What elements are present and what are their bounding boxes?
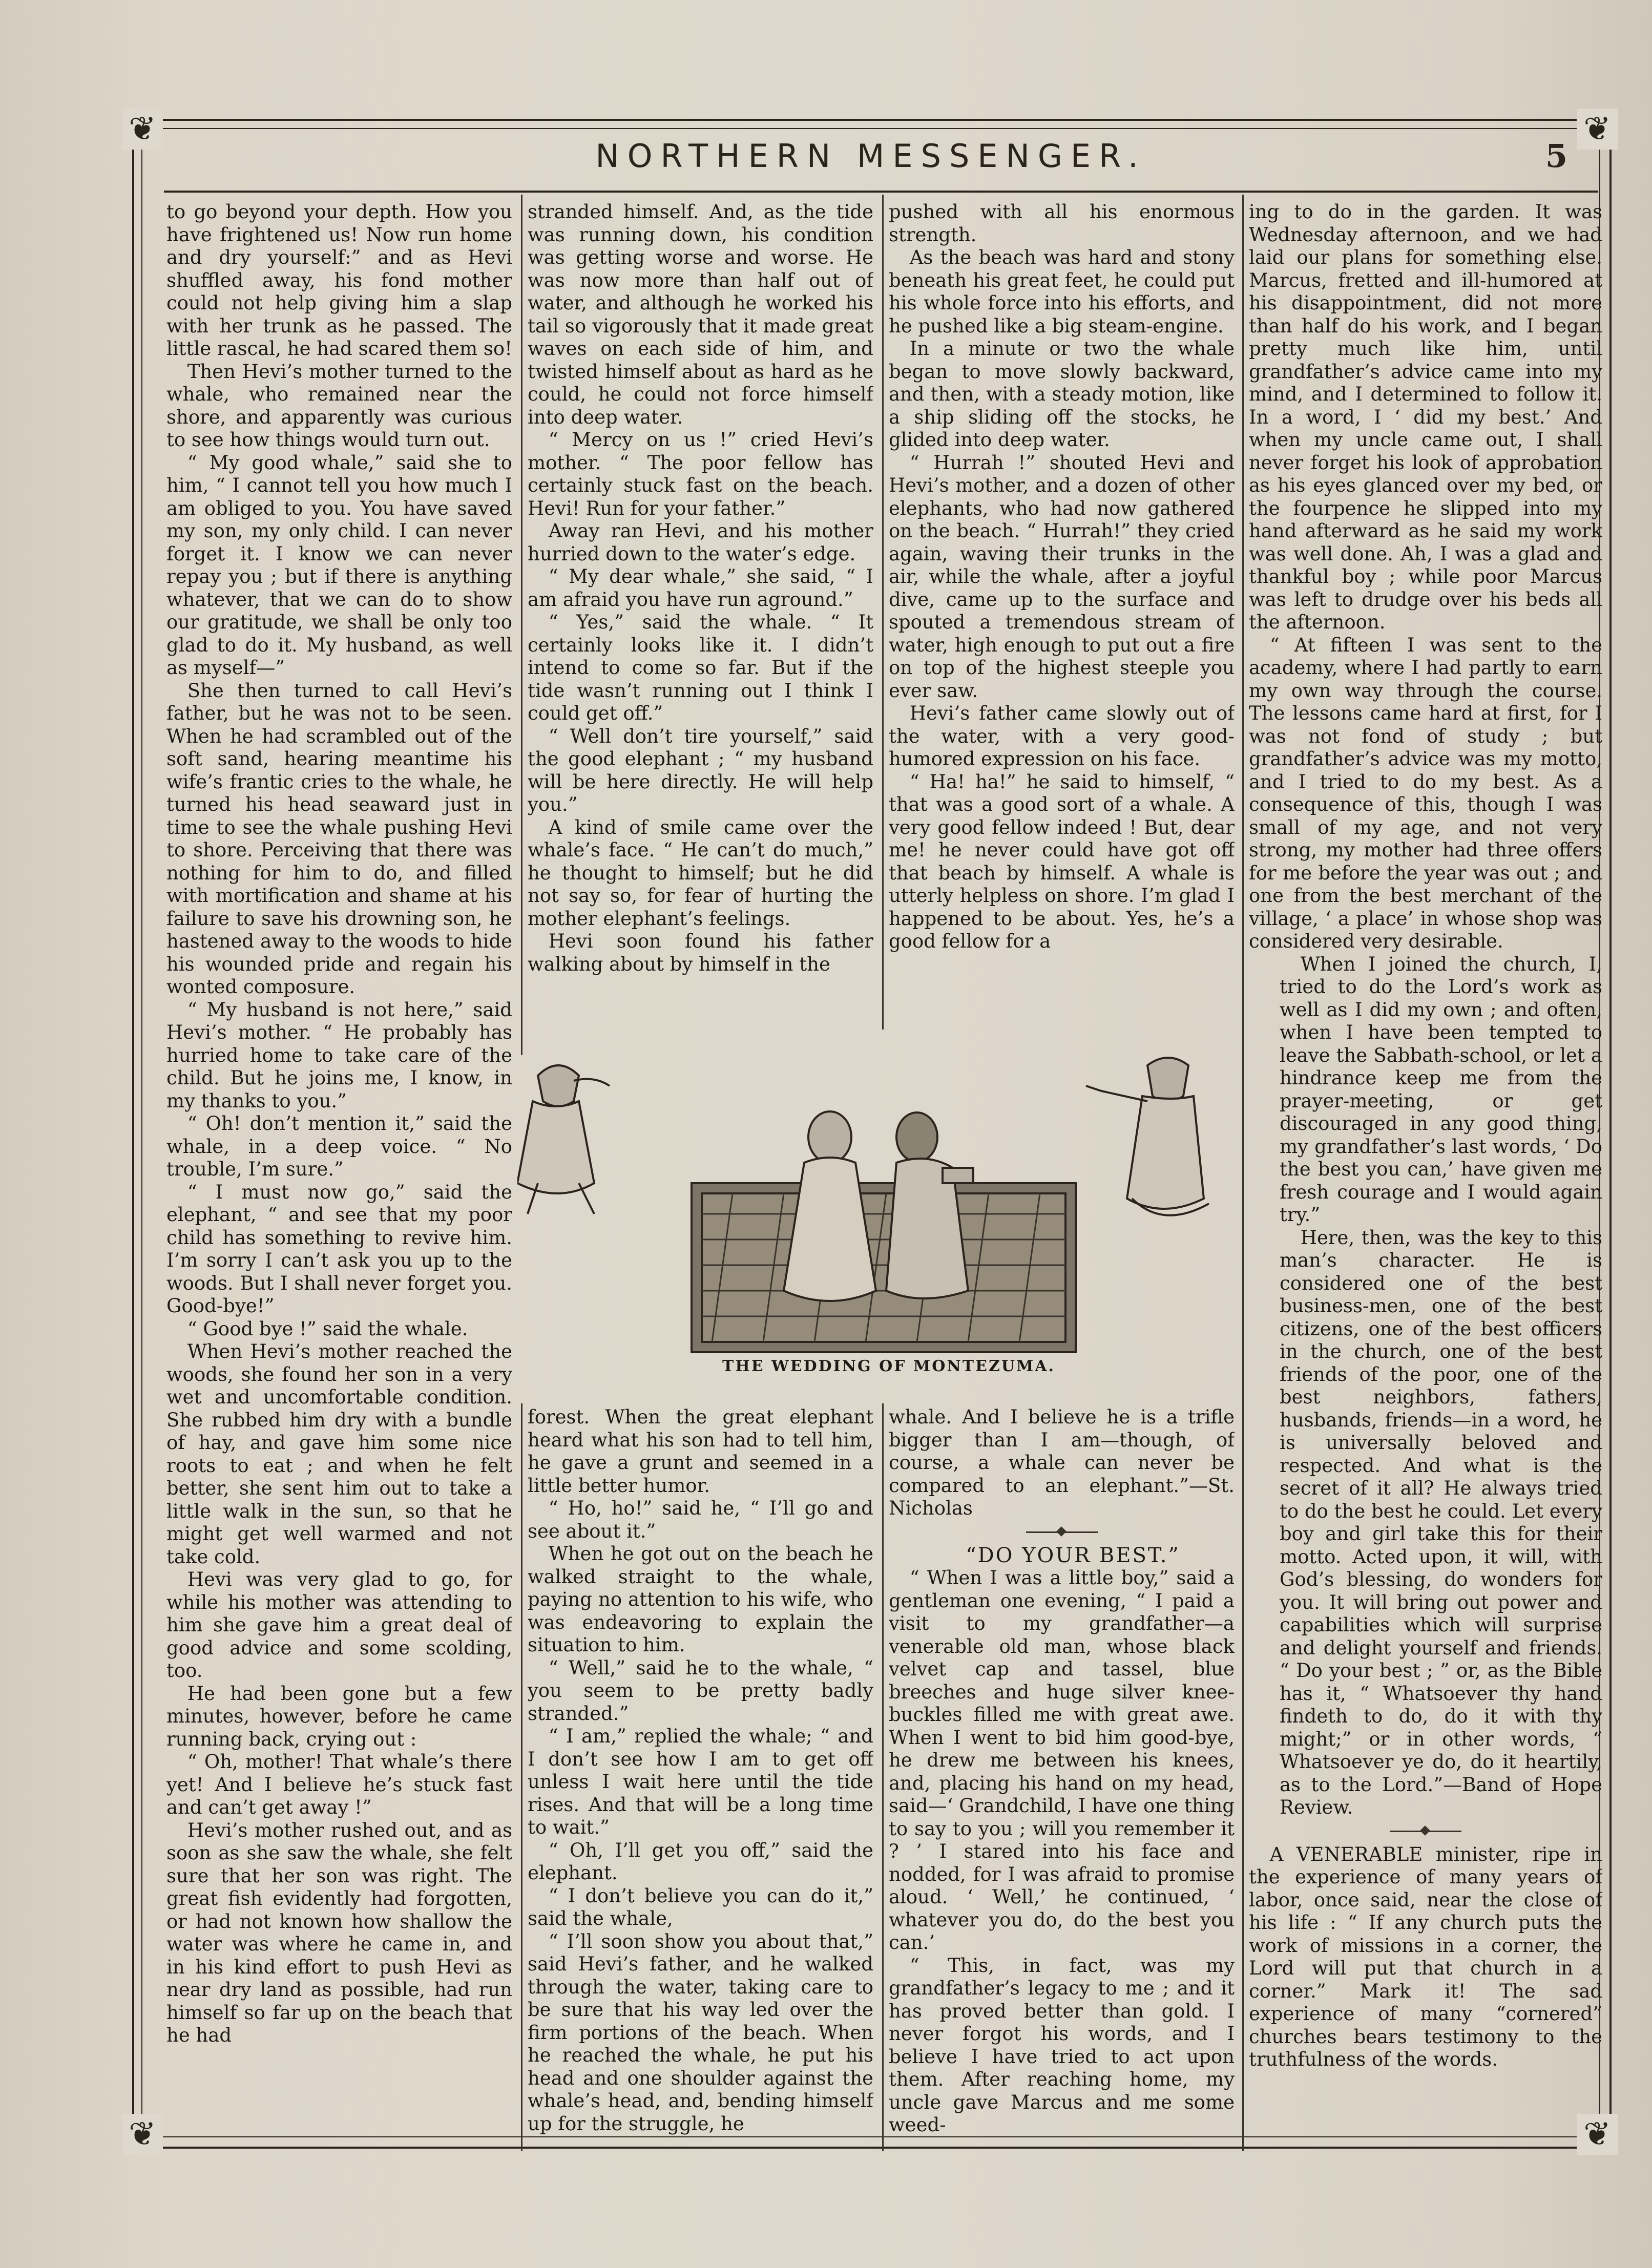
paragraph: “ Mercy on us !” cried Hevi’s mother. “ The poor fellow has certainly stuck fast on the beach. Hevi! Run for your father.” <box>528 429 873 519</box>
column-2-top <box>528 201 873 1031</box>
paragraph: “ Oh, mother! That whale’s there yet! And I believe he’s stuck fast and can’t get away !” <box>166 1751 512 1818</box>
article-heading: “DO YOUR BEST.” <box>966 1543 1180 1567</box>
paragraph: A VENERABLE minister, ripe in the experience of many years of labor, once said, near the close of his life : “ If any church puts the work of missions in a corner, the Lord will put that church in a corner.” Mark it! The sad experience of many “cornered” churches bears testimony to the truthfulness of the words. <box>1249 1843 1602 2070</box>
masthead-title: NORTHERN MESSENGER. <box>595 137 1146 175</box>
paragraph: Hevi’s mother rushed out, and as soon as she saw the whale, she felt sure that her son was right. The great fish evidently had forgotten, or had not known how shallow the water was where he came in, and in his kind effort to push Hevi as near dry land as possible, had run himself so far up on the beach that he had <box>166 1819 512 2046</box>
column-3-bottom <box>889 1406 1235 2144</box>
column-separator <box>882 195 884 1030</box>
paragraph: As the beach was hard and stony beneath his great feet, he could put his whole force into his efforts, and he pushed like a big steam-engine. <box>889 246 1235 337</box>
paragraph: Hevi’s father came slowly out of the water, with a very good-humored expression on his face. <box>889 702 1235 770</box>
paragraph: “ Oh, I’ll get you off,” said the elephant. <box>528 1839 873 1884</box>
wedding-illustration <box>517 1045 1260 1373</box>
ornament-corner-icon: ❦ <box>1577 2114 1618 2155</box>
ornament-corner-icon: ❦ <box>122 2114 163 2155</box>
paragraph: “ I must now go,” said the elephant, “ and see that my poor child has something to revive him. I’m sorry I can’t ask you up to the woods. But I shall never forget you. Good-bye!” <box>166 1181 512 1317</box>
paragraph: When he got out on the beach he walked straight to the whale, paying no attention to his wife, who was endeavoring to explain the situation to him. <box>528 1543 873 1656</box>
paragraph: “ Well,” said he to the whale, “ you seem to be pretty badly stranded.” <box>528 1656 873 1725</box>
paragraph: pushed with all his enormous strength. <box>889 201 1235 246</box>
paragraph: “ My husband is not here,” said Hevi’s mother. “ He probably has hurried home to take care of the child. But he joins me, I know, in my thanks to you.” <box>166 998 512 1112</box>
column-separator <box>521 195 522 1055</box>
paragraph: “ This, in fact, was my grandfather’s legacy to me ; and it has proved better than gold. I never forgot his words, and I believe I have tried to act upon them. After reaching home, my uncle gave Marcus and me some weed- <box>889 1954 1235 2136</box>
paragraph: A kind of smile came over the whale’s face. “ He can’t do much,” he thought to himself; but he did not say so, for fear of hurting the mother elephant’s feelings. <box>528 816 873 930</box>
page-number: 5 <box>1545 137 1567 175</box>
paragraph: “ Ha! ha!” he said to himself, “ that was a good sort of a whale. A very good fellow indeed ! But, dear me! he never could have got off that beach by himself. A whale is utterly helpless on shore. I’m glad I happened to be about. Yes, he’s a good fellow for a <box>889 770 1235 952</box>
paragraph: “ My dear whale,” she said, “ I am afraid you have run aground.” <box>528 565 873 611</box>
seated-figure-left <box>517 1065 610 1214</box>
ornament-corner-icon: ❦ <box>122 109 163 150</box>
paragraph: “ I am,” replied the whale; “ and I don’t see how I am to get off unless I wait here until the tide rises. And that will be a long time to wait.” <box>528 1725 873 1838</box>
paragraph: “ I’ll soon show you about that,” said Hevi’s father, and he walked through the water, taking care to be sure that his way led over the firm portions of the beach. When he reached the whale, he put his head and one shoulder against the whale’s head, and, bending himself up for the struggle, he <box>528 1930 873 2135</box>
ornament-corner-icon: ❦ <box>1577 109 1618 150</box>
paragraph: Then Hevi’s mother turned to the whale, who remained near the shore, and apparently was curious to see how things would turn out. <box>166 360 512 451</box>
paragraph: “ My good whale,” said she to him, “ I cannot tell you how much I am obliged to you. You have saved my son, my only child. I can never forget it. I know we can never repay you ; but if there is anything whatever, that we can do to show our gratitude, we shall be only too glad to do it. My husband, as well as myself—” <box>166 451 512 679</box>
header-rule <box>164 191 1598 193</box>
paragraph: “ Oh! don’t mention it,” said the whale, in a deep voice. “ No trouble, I’m sure.” <box>166 1112 512 1180</box>
paragraph: “ At fifteen I was sent to the academy, where I had partly to earn my own way through the course. The lessons came hard at first, for I was not fond of study ; but grandfather’s advice was my motto, and I tried to do my best. As a consequence of this, though I was small of my age, and not very strong, my mother had three offers for me before the year was out ; and one from the best merchant of the village, ‘ a place’ in whose shop was considered very desirable. <box>1249 634 1602 952</box>
illustration-caption: THE WEDDING OF MONTEZUMA. <box>722 1357 1055 1375</box>
paragraph: She then turned to call Hevi’s father, but he was not to be seen. When he had scrambled out of the soft sand, hearing meantime his wife’s frantic cries to the whale, he turned his head seaward just in time to see the whale pushing Hevi to shore. Perceiving that there was nothing for him to do, and filled with mortification and shame at his failure to save his drowning son, he hastened away to the woods to hide his wounded pride and regain his wonted composure. <box>166 679 512 998</box>
paragraph: “ Hurrah !” shouted Hevi and Hevi’s mother, and a dozen of other elephants, who had now gathered on the beach. “ Hurrah!” they cried again, waving their trunks in the air, while the whale, after a joyful dive, came up to the surface and spouted a tremendous stream of water, high enough to put out a fire on top of the highest steeple you ever saw. <box>889 451 1235 702</box>
seated-figure-right <box>1086 1058 1209 1215</box>
paragraph: ing to do in the garden. It was Wednesday afternoon, and we had laid our plans for something else. Marcus, fretted and ill-humored at his disappointment, did not more than half do his work, and I began pretty much like him, until grandfather’s advice came into my mind, and I determined to follow it. In a word, I ‘ did my best.’ And when my uncle came out, I shall never forget his look of approbation as his eyes glanced over my bed, or the fourpence he slipped into my hand afterward as he said my work was well done. Ah, I was a glad and thankful boy ; while poor Marcus was left to drudge over his beds all the afternoon. <box>1249 201 1602 633</box>
paragraph: whale. And I believe he is a trifle bigger than I am—though, of course, a whale can never be compared to an elephant.”—St. Nicholas <box>889 1406 1235 1519</box>
column-separator <box>882 1403 884 2151</box>
paragraph: “ Good bye !” said the whale. <box>187 1317 468 1340</box>
paragraph: “ When I was a little boy,” said a gentleman one evening, “ I paid a visit to my grandfather—a venerable old man, whose black velvet cap and tassel, blue breeches and huge silver knee-buckles filled me with great awe. When I went to bid him good-bye, he drew me between his knees, and, placing his hand on my head, said—‘ Grandchild, I have one thing to say to you ; will you remember it ? ’ I stared into his face and nodded, for I was afraid to promise aloud. ‘ Well,’ he continued, ‘ whatever you do, do the best you can.’ <box>889 1567 1235 1954</box>
paragraph: stranded himself. And, as the tide was running down, his condition was getting worse and worse. He was now more than half out of water, and although he worked his tail so vigorously that it made great waves on each side of him, and twisted himself about as hard as he could, he could not force himself into deep water. <box>528 201 873 428</box>
paragraph: In a minute or two the whale began to move slowly backward, and then, with a steady motion, like a ship sliding off the stocks, he glided into deep water. <box>889 338 1235 451</box>
column-separator <box>521 1403 522 2151</box>
paragraph: He had been gone but a few minutes, however, before he came running back, crying out : <box>166 1682 512 1750</box>
paragraph: When I joined the church, I, tried to do the Lord’s work as well as I did my own ; and often, when I have been tempted to leave the Sabbath-school, or let a hindrance keep me from the prayer-meeting, or get discouraged in any good thing, my grandfather’s last words, ‘ Do the best you can,’ have given me fresh courage and I would again try.” <box>1280 953 1602 1226</box>
paragraph: forest. When the great elephant heard what his son had to tell him, he gave a grunt and seemed in a little better humor. <box>528 1406 873 1497</box>
paragraph: “ Well don’t tire yourself,” said the good elephant ; “ my husband will be here directly. He will help you.” <box>528 725 873 815</box>
section-divider <box>1026 1531 1098 1533</box>
paragraph: Away ran Hevi, and his mother hurried down to the water’s edge. <box>528 520 873 565</box>
paragraph: “ Ho, ho!” said he, “ I’ll go and see about it.” <box>528 1497 873 1542</box>
column-4 <box>1249 201 1602 2142</box>
section-divider <box>1390 1831 1461 1832</box>
paragraph: When Hevi’s mother reached the woods, she found her son in a very wet and uncomfortable condition. She rubbed him dry with a bundle of hay, and gave him some nice roots to eat ; and when he felt better, she sent him out to take a little walk in the sun, so that he might get well warmed and not take cold. <box>166 1340 512 1568</box>
paragraph: Here, then, was the key to this man’s character. He is considered one of the best business-men, one of the best citizens, one of the best officers in the church, one of the best friends of the poor, one of the best neighbors, fathers, husbands, friends—in a word, he is universally beloved and respected. And what is the secret of it all? He always tried to do the best he could. Let every boy and girl take this for their motto. Acted upon, it will, with God’s blessing, do wonders for you. It will bring out power and capabilities which will surprise and delight yourself and friends. “ Do your best ; ” or, as the Bible has it, “ Whatsoever thy hand findeth to do, do it with thy might;” or in other words, “ Whatsoever ye do, do it heartily, as to the Lord.”—Band of Hope Review. <box>1280 1226 1602 1818</box>
paragraph: “ I don’t believe you can do it,” said the whale, <box>528 1884 873 1929</box>
paragraph: to go beyond your depth. How you have frightened us! Now run home and dry yourself:” and as Hevi shuffled away, his fond mother could not help giving him a slap with her trunk as he passed. The little rascal, he had scared them so! <box>166 201 512 360</box>
column-2-bottom <box>528 1406 873 2144</box>
paragraph: Hevi soon found his father walking about by himself in the <box>528 930 873 975</box>
paragraph: “ Yes,” said the whale. “ It certainly looks like it. I didn’t intend to come so far. But if the tide wasn’t running out I think I could get off.” <box>528 611 873 724</box>
paragraph: Hevi was very glad to go, for while his mother was attending to him she gave him a great deal of good advice and some scolding, too. <box>166 1568 512 1682</box>
column-3-top <box>889 201 1235 1031</box>
column-1 <box>166 201 512 2142</box>
